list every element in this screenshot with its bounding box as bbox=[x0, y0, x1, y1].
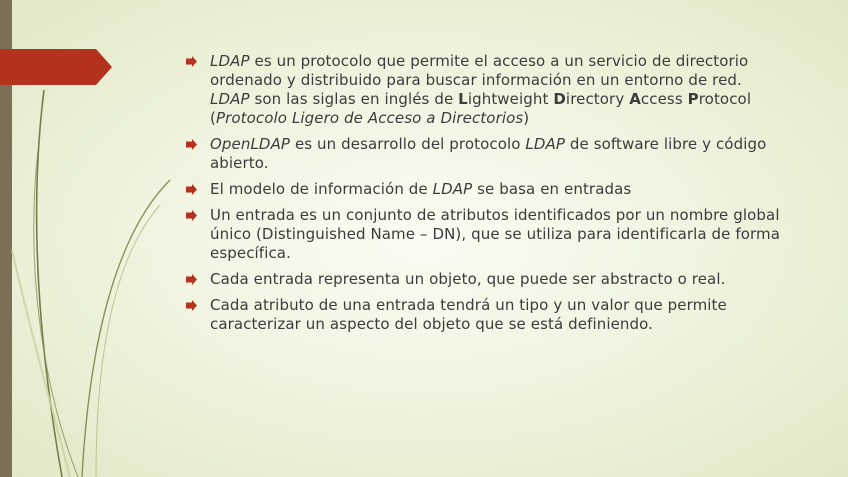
text: de software libre y código abierto. bbox=[210, 135, 767, 172]
bullet-list bbox=[186, 52, 808, 341]
arrow-right-icon bbox=[186, 139, 197, 150]
bullet-item-info-model bbox=[186, 180, 808, 199]
term-ldap: LDAP bbox=[525, 135, 566, 153]
arrow-right-icon bbox=[186, 56, 197, 67]
text: son las siglas en inglés de bbox=[249, 90, 459, 108]
arrow-right-icon bbox=[186, 274, 197, 285]
text: es un protocolo que permite el acceso a un servicio de directorio ordenado y distribuido para buscar información en un entorno de red. bbox=[210, 52, 749, 89]
text: Cada atributo de una entrada tendrá un tipo y un valor que permite caracterizar un aspecto del objeto que se está definiendo. bbox=[210, 296, 727, 333]
acronym-letter: P bbox=[687, 90, 699, 108]
text: ) bbox=[523, 109, 530, 127]
bullet-item-entry-object bbox=[186, 270, 808, 289]
text: ccess bbox=[640, 90, 688, 108]
text: ightweight bbox=[467, 90, 554, 108]
bullet-item-attribute bbox=[186, 296, 808, 334]
arrow-right-icon bbox=[186, 184, 197, 195]
arrow-right-icon bbox=[186, 300, 197, 311]
term-ldap: LDAP bbox=[432, 180, 473, 198]
text: irectory bbox=[565, 90, 630, 108]
term-ldap: LDAP bbox=[210, 90, 250, 108]
bullet-item-entry-definition bbox=[186, 206, 808, 263]
translation: Protocolo Ligero de Acceso a Directorios bbox=[215, 109, 524, 127]
bullet-item-ldap-definition bbox=[186, 52, 808, 128]
text: Cada entrada representa un objeto, que puede ser abstracto o real. bbox=[210, 270, 726, 288]
acronym-letter: A bbox=[629, 90, 641, 108]
term-ldap: LDAP bbox=[210, 52, 250, 70]
curve-4 bbox=[96, 205, 160, 477]
curve-5 bbox=[12, 250, 70, 477]
text: ( bbox=[210, 109, 216, 127]
text: Un entrada es un conjunto de atributos identificados por un nombre global único (Distinguished Name – DN), que se utiliza para identificarla de forma específica. bbox=[210, 206, 781, 262]
arrow-right-icon bbox=[186, 210, 197, 221]
text: rotocol bbox=[698, 90, 752, 108]
acronym-letter: D bbox=[553, 90, 566, 108]
curve-3 bbox=[82, 180, 170, 477]
text: El modelo de información de bbox=[210, 180, 433, 198]
term-openldap: OpenLDAP bbox=[210, 135, 291, 153]
bullet-item-openldap bbox=[186, 135, 808, 173]
acronym-letter: L bbox=[458, 90, 468, 108]
text: se basa en entradas bbox=[472, 180, 632, 198]
text: es un desarrollo del protocolo bbox=[290, 135, 526, 153]
